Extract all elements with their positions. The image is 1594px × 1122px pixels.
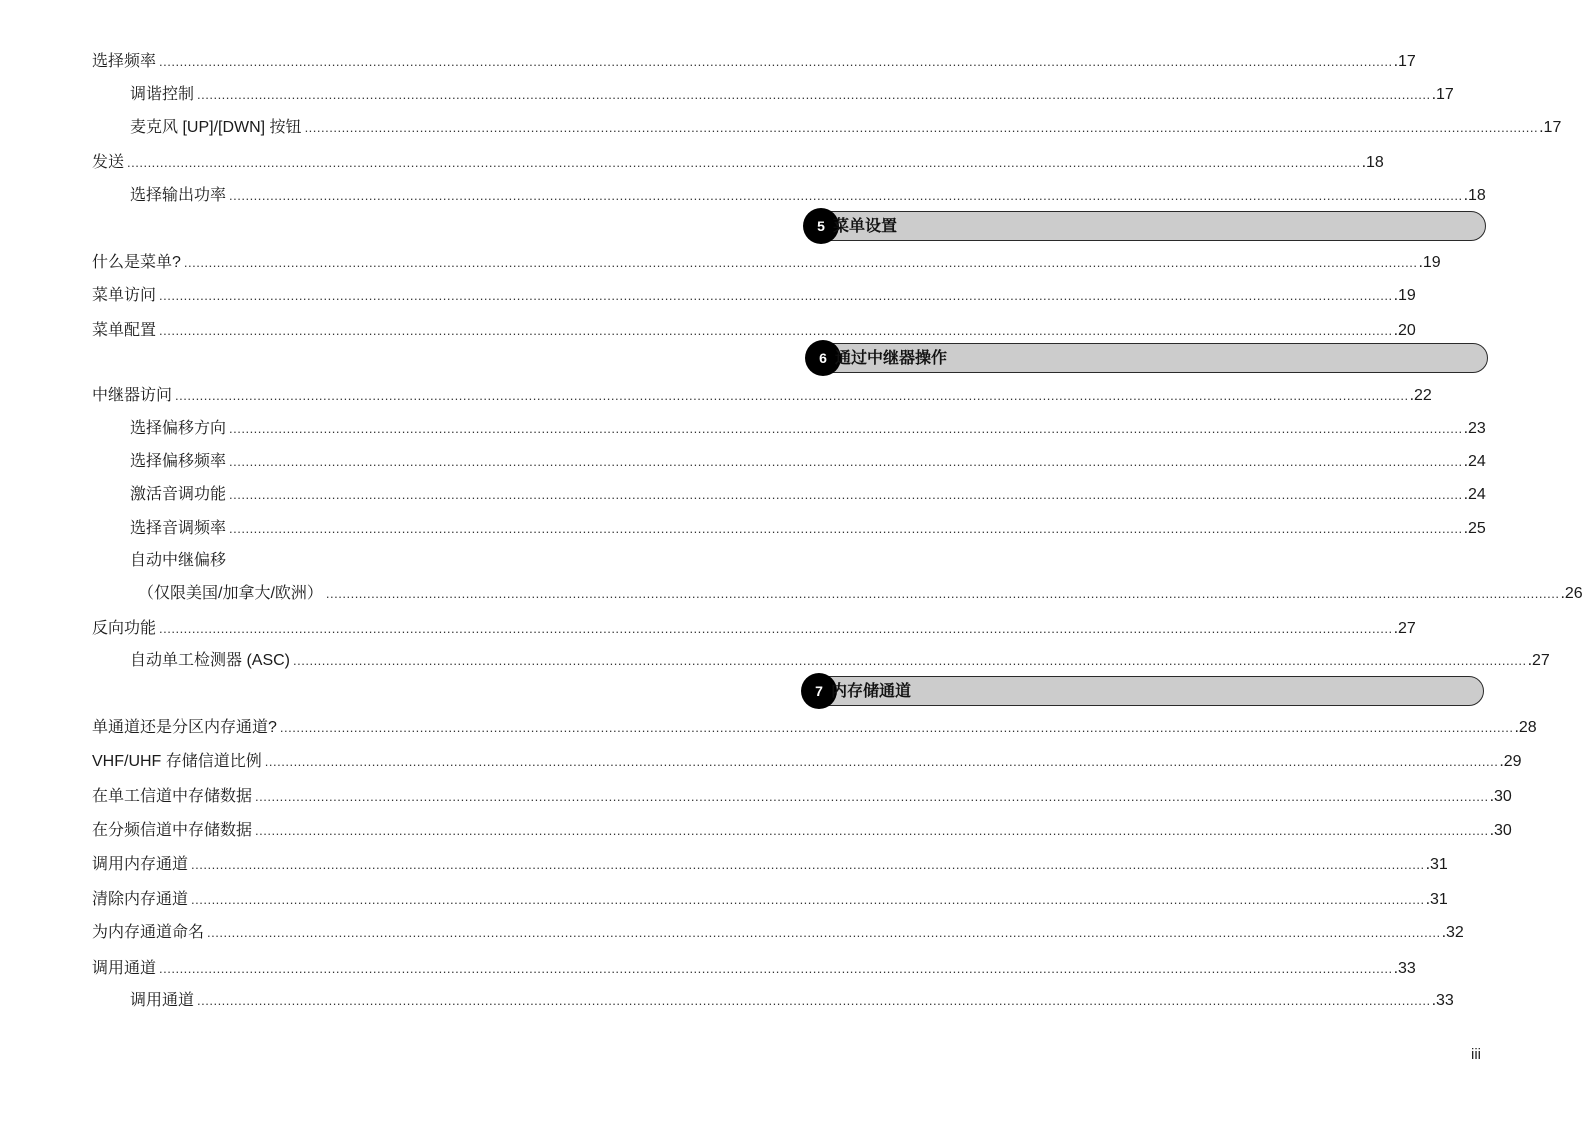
- dot-leader: ............................................................................................................................................................................................................................................................................................................: [304, 120, 1539, 135]
- toc-entry-page: .26: [1560, 585, 1583, 602]
- toc-entry-title: 什么是菜单?: [92, 254, 181, 271]
- toc-entry-page: .19: [1418, 254, 1441, 271]
- toc-entry-title: 在单工信道中存储数据: [92, 788, 253, 805]
- toc-entry: [92, 787, 1512, 807]
- dot-leader: ............................................................................................................................................................................................................................................................................................................: [229, 188, 1463, 203]
- toc-entry: [92, 286, 1416, 306]
- toc-entry: [92, 752, 1522, 772]
- toc-entry: [92, 855, 1448, 875]
- toc-entry-page: .17: [1393, 53, 1416, 70]
- toc-entry: [92, 321, 1416, 341]
- section-number-badge: 5: [803, 208, 839, 244]
- dot-leader: ............................................................................................................................................................................................................................................................................................................: [325, 586, 1560, 601]
- toc-entry-page: .17: [1431, 86, 1454, 103]
- page-number: iii: [1471, 1046, 1481, 1063]
- dot-leader: ............................................................................................................................................................................................................................................................................................................: [197, 87, 1431, 102]
- toc-entry-page: .22: [1409, 387, 1432, 404]
- toc-entry-title: 选择输出功率: [130, 187, 227, 204]
- toc-entry-title: （仅限美国/加拿大/欧洲）: [138, 585, 323, 602]
- toc-entry-title: 菜单配置: [92, 322, 157, 339]
- toc-entry-title: 调谐控制: [130, 86, 195, 103]
- dot-leader: ............................................................................................................................................................................................................................................................................................................: [159, 961, 1393, 976]
- toc-entry-title: 选择偏移频率: [130, 453, 227, 470]
- section-title: 通过中继器操作: [835, 348, 948, 367]
- toc-entry-page: .31: [1425, 891, 1448, 908]
- toc-entry-title: 反向功能: [92, 620, 157, 637]
- section-title: 内存储通道: [831, 681, 912, 700]
- toc-entry-title: 中继器访问: [92, 387, 173, 404]
- toc-entry: [138, 584, 1583, 604]
- dot-leader: ............................................................................................................................................................................................................................................................................................................: [159, 288, 1393, 303]
- toc-entry: [92, 718, 1537, 738]
- toc-entry-page: .28: [1514, 719, 1537, 736]
- toc-entry: [130, 85, 1454, 105]
- toc-entry: [92, 821, 1512, 841]
- toc-entry: [130, 118, 1562, 138]
- dot-leader: ............................................................................................................................................................................................................................................................................................................: [159, 54, 1393, 69]
- toc-entry-page: .27: [1527, 652, 1550, 669]
- toc-entry-title: 清除内存通道: [92, 891, 189, 908]
- toc-entry-title: 为内存通道命名: [92, 924, 205, 941]
- toc-entry: [130, 186, 1486, 206]
- dot-leader: ............................................................................................................................................................................................................................................................................................................: [229, 487, 1463, 502]
- toc-entry-page: .30: [1489, 788, 1512, 805]
- toc-entry-page: .23: [1463, 420, 1486, 437]
- toc-entry-page: .24: [1463, 486, 1486, 503]
- toc-entry-page: .20: [1393, 322, 1416, 339]
- toc-entry-page: .29: [1499, 753, 1522, 770]
- toc-entry-title: 自动中继偏移: [130, 552, 227, 569]
- dot-leader: ............................................................................................................................................................................................................................................................................................................: [191, 857, 1425, 872]
- dot-leader: ............................................................................................................................................................................................................................................................................................................: [159, 621, 1393, 636]
- toc-entry: [130, 651, 1550, 671]
- toc-entry: [92, 619, 1416, 639]
- toc-entry: [92, 386, 1432, 406]
- toc-entry-page: .18: [1361, 154, 1384, 171]
- dot-leader: ............................................................................................................................................................................................................................................................................................................: [229, 521, 1463, 536]
- toc-entry: [130, 519, 1486, 539]
- toc-entry-title: 自动单工检测器 (ASC): [130, 652, 291, 669]
- dot-leader: ............................................................................................................................................................................................................................................................................................................: [175, 388, 1409, 403]
- dot-leader: ............................................................................................................................................................................................................................................................................................................: [264, 754, 1499, 769]
- toc-entry-title: VHF/UHF 存储信道比例: [92, 753, 262, 770]
- toc-entry-title: 调用通道: [92, 960, 157, 977]
- toc-entry-title: 调用通道: [130, 992, 195, 1009]
- toc-entry: [130, 452, 1486, 472]
- toc-entry: [130, 991, 1454, 1011]
- toc-entry-title: 调用内存通道: [92, 856, 189, 873]
- toc-entry-page: .30: [1489, 822, 1512, 839]
- section-number-badge: 7: [801, 673, 837, 709]
- dot-leader: ............................................................................................................................................................................................................................................................................................................: [229, 421, 1463, 436]
- toc-entry-page: .31: [1425, 856, 1448, 873]
- toc-entry-page: .24: [1463, 453, 1486, 470]
- toc-entry-page: .33: [1431, 992, 1454, 1009]
- toc-entry-page: .19: [1393, 287, 1416, 304]
- dot-leader: ............................................................................................................................................................................................................................................................................................................: [159, 323, 1393, 338]
- dot-leader: ............................................................................................................................................................................................................................................................................................................: [191, 892, 1425, 907]
- toc-entry-page: .18: [1463, 187, 1486, 204]
- dot-leader: ............................................................................................................................................................................................................................................................................................................: [279, 720, 1514, 735]
- dot-leader: ............................................................................................................................................................................................................................................................................................................: [197, 993, 1431, 1008]
- toc-entry: [130, 551, 720, 571]
- toc-entry: [130, 419, 1486, 439]
- section-title: 菜单设置: [833, 216, 898, 235]
- dot-leader: ............................................................................................................................................................................................................................................................................................................: [127, 155, 1361, 170]
- toc-entry-title: 选择偏移方向: [130, 420, 227, 437]
- toc-entry-title: 单通道还是分区内存通道?: [92, 719, 277, 736]
- toc-entry-title: 选择音调频率: [130, 520, 227, 537]
- dot-leader: ............................................................................................................................................................................................................................................................................................................: [293, 653, 1527, 668]
- toc-entry: [92, 253, 1441, 273]
- toc-entry-title: 激活音调功能: [130, 486, 227, 503]
- toc-entry-page: .33: [1393, 960, 1416, 977]
- toc-entry-page: .17: [1539, 119, 1562, 136]
- toc-entry: [92, 923, 1464, 943]
- dot-leader: ............................................................................................................................................................................................................................................................................................................: [183, 255, 1418, 270]
- dot-leader: ............................................................................................................................................................................................................................................................................................................: [229, 454, 1463, 469]
- toc-entry: [92, 959, 1416, 979]
- toc-entry: [92, 890, 1448, 910]
- toc-entry-page: .25: [1463, 520, 1486, 537]
- toc-entry-page: .32: [1441, 924, 1464, 941]
- toc-entry-page: .27: [1393, 620, 1416, 637]
- toc-entry-title: 选择频率: [92, 53, 157, 70]
- toc-entry: [92, 52, 1416, 72]
- toc-entry: [130, 485, 1486, 505]
- toc-entry-title: 发送: [92, 154, 125, 171]
- section-header-7: [804, 676, 1484, 706]
- dot-leader: ............................................................................................................................................................................................................................................................................................................: [255, 789, 1489, 804]
- section-number-badge: 6: [805, 340, 841, 376]
- section-header-6: [808, 343, 1488, 373]
- toc-entry: [92, 153, 1384, 173]
- section-header-5: [806, 211, 1486, 241]
- dot-leader: ............................................................................................................................................................................................................................................................................................................: [207, 925, 1441, 940]
- toc-entry-title: 麦克风 [UP]/[DWN] 按钮: [130, 119, 302, 136]
- dot-leader: ............................................................................................................................................................................................................................................................................................................: [255, 823, 1489, 838]
- toc-entry-title: 在分频信道中存储数据: [92, 822, 253, 839]
- toc-entry-title: 菜单访问: [92, 287, 157, 304]
